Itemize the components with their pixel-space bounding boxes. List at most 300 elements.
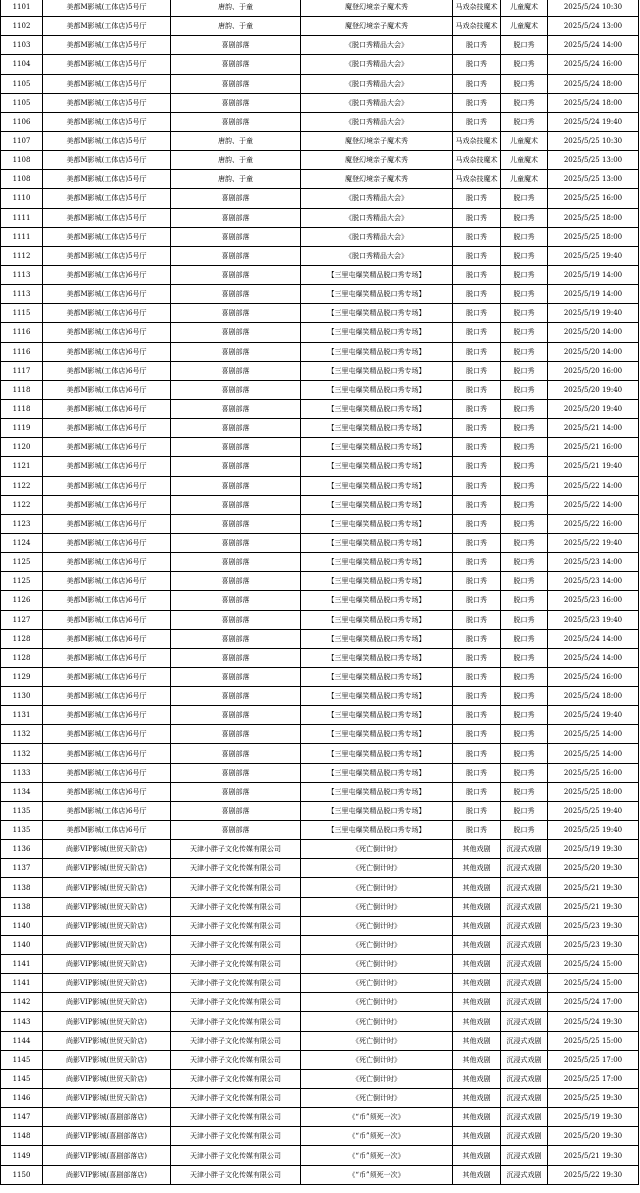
show-time-cell: 2025/5/22 19:40 bbox=[548, 533, 639, 552]
category-cell: 其他戏剧 bbox=[453, 1012, 501, 1031]
row-number-cell: 1144 bbox=[1, 1031, 43, 1050]
organizer-cell: 喜剧部落 bbox=[171, 476, 301, 495]
row-number-cell: 1141 bbox=[1, 955, 43, 974]
row-number-cell: 1111 bbox=[1, 227, 43, 246]
show-time-cell: 2025/5/24 15:00 bbox=[548, 955, 639, 974]
category-cell: 马戏杂技魔术 bbox=[453, 0, 501, 17]
show-time-cell: 2025/5/20 14:00 bbox=[548, 342, 639, 361]
show-title-cell: 《脱口秀精品大会》 bbox=[301, 93, 453, 112]
subcategory-cell: 脱口秀 bbox=[501, 629, 548, 648]
show-time-cell: 2025/5/20 19:40 bbox=[548, 380, 639, 399]
organizer-cell: 喜剧部落 bbox=[171, 36, 301, 55]
organizer-cell: 喜剧部落 bbox=[171, 533, 301, 552]
row-number-cell: 1145 bbox=[1, 1050, 43, 1069]
row-number-cell: 1138 bbox=[1, 878, 43, 897]
category-cell: 其他戏剧 bbox=[453, 1165, 501, 1184]
table-row bbox=[1, 170, 639, 189]
venue-cell: 美都M影城(工体店)5号厅 bbox=[43, 208, 171, 227]
table-row bbox=[1, 706, 639, 725]
show-time-cell: 2025/5/24 19:40 bbox=[548, 112, 639, 131]
subcategory-cell: 脱口秀 bbox=[501, 782, 548, 801]
subcategory-cell: 沉浸式戏剧 bbox=[501, 1089, 548, 1108]
row-number-cell: 1119 bbox=[1, 419, 43, 438]
row-number-cell: 1123 bbox=[1, 514, 43, 533]
table-row bbox=[1, 1127, 639, 1146]
table-row bbox=[1, 667, 639, 686]
category-cell: 脱口秀 bbox=[453, 629, 501, 648]
show-time-cell: 2025/5/20 19:30 bbox=[548, 1127, 639, 1146]
table-row bbox=[1, 361, 639, 380]
organizer-cell: 唐韵、于童 bbox=[171, 0, 301, 17]
show-time-cell: 2025/5/25 18:00 bbox=[548, 208, 639, 227]
show-time-cell: 2025/5/25 14:00 bbox=[548, 744, 639, 763]
show-title-cell: 【三里屯爆笑精品脱口秀专场】 bbox=[301, 821, 453, 840]
category-cell: 脱口秀 bbox=[453, 476, 501, 495]
subcategory-cell: 沉浸式戏剧 bbox=[501, 1146, 548, 1165]
venue-cell: 美都M影城(工体店)5号厅 bbox=[43, 170, 171, 189]
venue-cell: 尚影VIP影城(世贸天阶店) bbox=[43, 1050, 171, 1069]
organizer-cell: 喜剧部落 bbox=[171, 304, 301, 323]
organizer-cell: 喜剧部落 bbox=[171, 553, 301, 572]
category-cell: 脱口秀 bbox=[453, 744, 501, 763]
venue-cell: 尚影VIP影城(世贸天阶店) bbox=[43, 993, 171, 1012]
row-number-cell: 1115 bbox=[1, 304, 43, 323]
show-title-cell: 《死亡倒计时》 bbox=[301, 955, 453, 974]
subcategory-cell: 脱口秀 bbox=[501, 399, 548, 418]
row-number-cell: 1148 bbox=[1, 1127, 43, 1146]
table-row bbox=[1, 208, 639, 227]
venue-cell: 美都M影城(工体店)6号厅 bbox=[43, 323, 171, 342]
show-title-cell: 【三里屯爆笑精品脱口秀专场】 bbox=[301, 782, 453, 801]
row-number-cell: 1130 bbox=[1, 687, 43, 706]
table-row bbox=[1, 151, 639, 170]
table-row bbox=[1, 1012, 639, 1031]
table-row bbox=[1, 725, 639, 744]
show-time-cell: 2025/5/24 14:00 bbox=[548, 36, 639, 55]
table-row bbox=[1, 629, 639, 648]
venue-cell: 美都M影城(工体店)6号厅 bbox=[43, 648, 171, 667]
row-number-cell: 1105 bbox=[1, 93, 43, 112]
table-row bbox=[1, 380, 639, 399]
organizer-cell: 喜剧部落 bbox=[171, 514, 301, 533]
organizer-cell: 天津小胖子文化传媒有限公司 bbox=[171, 859, 301, 878]
category-cell: 其他戏剧 bbox=[453, 1127, 501, 1146]
show-title-cell: 《死亡倒计时》 bbox=[301, 1069, 453, 1088]
show-time-cell: 2025/5/24 19:30 bbox=[548, 1012, 639, 1031]
show-time-cell: 2025/5/24 14:00 bbox=[548, 648, 639, 667]
show-time-cell: 2025/5/24 17:00 bbox=[548, 993, 639, 1012]
row-number-cell: 1118 bbox=[1, 399, 43, 418]
table-row bbox=[1, 878, 639, 897]
show-title-cell: 《脱口秀精品大会》 bbox=[301, 74, 453, 93]
venue-cell: 美都M影城(工体店)6号厅 bbox=[43, 629, 171, 648]
subcategory-cell: 脱口秀 bbox=[501, 457, 548, 476]
show-time-cell: 2025/5/21 14:00 bbox=[548, 419, 639, 438]
subcategory-cell: 脱口秀 bbox=[501, 323, 548, 342]
row-number-cell: 1111 bbox=[1, 208, 43, 227]
category-cell: 脱口秀 bbox=[453, 36, 501, 55]
table-row bbox=[1, 36, 639, 55]
category-cell: 其他戏剧 bbox=[453, 1050, 501, 1069]
venue-cell: 美都M影城(工体店)5号厅 bbox=[43, 17, 171, 36]
row-number-cell: 1138 bbox=[1, 897, 43, 916]
category-cell: 脱口秀 bbox=[453, 380, 501, 399]
show-title-cell: 《死亡倒计时》 bbox=[301, 1012, 453, 1031]
subcategory-cell: 脱口秀 bbox=[501, 304, 548, 323]
venue-cell: 美都M影城(工体店)6号厅 bbox=[43, 342, 171, 361]
organizer-cell: 喜剧部落 bbox=[171, 629, 301, 648]
subcategory-cell: 脱口秀 bbox=[501, 610, 548, 629]
subcategory-cell: 脱口秀 bbox=[501, 821, 548, 840]
show-time-cell: 2025/5/19 19:30 bbox=[548, 840, 639, 859]
show-title-cell: 【三里屯爆笑精品脱口秀专场】 bbox=[301, 285, 453, 304]
venue-cell: 尚影VIP影城(喜剧部落店) bbox=[43, 1127, 171, 1146]
show-time-cell: 2025/5/25 16:00 bbox=[548, 763, 639, 782]
category-cell: 脱口秀 bbox=[453, 763, 501, 782]
venue-cell: 美都M影城(工体店)6号厅 bbox=[43, 667, 171, 686]
venue-cell: 美都M影城(工体店)5号厅 bbox=[43, 246, 171, 265]
category-cell: 其他戏剧 bbox=[453, 897, 501, 916]
show-time-cell: 2025/5/23 16:00 bbox=[548, 591, 639, 610]
category-cell: 其他戏剧 bbox=[453, 916, 501, 935]
show-title-cell: 魔登幻境亲子魔术秀 bbox=[301, 131, 453, 150]
show-title-cell: 《死亡倒计时》 bbox=[301, 859, 453, 878]
organizer-cell: 喜剧部落 bbox=[171, 246, 301, 265]
table-row bbox=[1, 763, 639, 782]
row-number-cell: 1106 bbox=[1, 112, 43, 131]
venue-cell: 尚影VIP影城(世贸天阶店) bbox=[43, 1031, 171, 1050]
subcategory-cell: 沉浸式戏剧 bbox=[501, 1050, 548, 1069]
organizer-cell: 天津小胖子文化传媒有限公司 bbox=[171, 840, 301, 859]
show-time-cell: 2025/5/19 14:00 bbox=[548, 285, 639, 304]
organizer-cell: 喜剧部落 bbox=[171, 419, 301, 438]
row-number-cell: 1125 bbox=[1, 572, 43, 591]
organizer-cell: 喜剧部落 bbox=[171, 74, 301, 93]
show-title-cell: 【三里屯爆笑精品脱口秀专场】 bbox=[301, 706, 453, 725]
category-cell: 其他戏剧 bbox=[453, 1031, 501, 1050]
row-number-cell: 1108 bbox=[1, 170, 43, 189]
venue-cell: 尚影VIP影城(世贸天阶店) bbox=[43, 859, 171, 878]
show-title-cell: 《脱口秀精品大会》 bbox=[301, 55, 453, 74]
row-number-cell: 1132 bbox=[1, 744, 43, 763]
organizer-cell: 喜剧部落 bbox=[171, 821, 301, 840]
venue-cell: 美都M影城(工体店)6号厅 bbox=[43, 706, 171, 725]
table-row bbox=[1, 342, 639, 361]
show-time-cell: 2025/5/25 13:00 bbox=[548, 170, 639, 189]
table-row bbox=[1, 17, 639, 36]
category-cell: 脱口秀 bbox=[453, 419, 501, 438]
show-time-cell: 2025/5/25 17:00 bbox=[548, 1050, 639, 1069]
row-number-cell: 1113 bbox=[1, 265, 43, 284]
table-row bbox=[1, 1031, 639, 1050]
organizer-cell: 天津小胖子文化传媒有限公司 bbox=[171, 1089, 301, 1108]
show-time-cell: 2025/5/21 19:30 bbox=[548, 1146, 639, 1165]
organizer-cell: 天津小胖子文化传媒有限公司 bbox=[171, 1050, 301, 1069]
category-cell: 其他戏剧 bbox=[453, 1146, 501, 1165]
venue-cell: 尚影VIP影城(世贸天阶店) bbox=[43, 974, 171, 993]
subcategory-cell: 沉浸式戏剧 bbox=[501, 897, 548, 916]
subcategory-cell: 脱口秀 bbox=[501, 648, 548, 667]
subcategory-cell: 沉浸式戏剧 bbox=[501, 1012, 548, 1031]
subcategory-cell: 脱口秀 bbox=[501, 763, 548, 782]
subcategory-cell: 脱口秀 bbox=[501, 591, 548, 610]
show-time-cell: 2025/5/24 14:00 bbox=[548, 629, 639, 648]
organizer-cell: 唐韵、于童 bbox=[171, 17, 301, 36]
organizer-cell: 喜剧部落 bbox=[171, 667, 301, 686]
table-row bbox=[1, 916, 639, 935]
organizer-cell: 喜剧部落 bbox=[171, 380, 301, 399]
show-title-cell: 《脱口秀精品大会》 bbox=[301, 189, 453, 208]
subcategory-cell: 沉浸式戏剧 bbox=[501, 878, 548, 897]
category-cell: 脱口秀 bbox=[453, 667, 501, 686]
show-title-cell: 【三里屯爆笑精品脱口秀专场】 bbox=[301, 514, 453, 533]
subcategory-cell: 沉浸式戏剧 bbox=[501, 840, 548, 859]
venue-cell: 美都M影城(工体店)6号厅 bbox=[43, 419, 171, 438]
organizer-cell: 喜剧部落 bbox=[171, 591, 301, 610]
venue-cell: 美都M影城(工体店)6号厅 bbox=[43, 495, 171, 514]
row-number-cell: 1105 bbox=[1, 74, 43, 93]
table-row bbox=[1, 553, 639, 572]
table-row bbox=[1, 955, 639, 974]
show-title-cell: 《“币”须死一次》 bbox=[301, 1165, 453, 1184]
row-number-cell: 1124 bbox=[1, 533, 43, 552]
row-number-cell: 1140 bbox=[1, 935, 43, 954]
row-number-cell: 1143 bbox=[1, 1012, 43, 1031]
table-row bbox=[1, 1050, 639, 1069]
show-time-cell: 2025/5/23 19:40 bbox=[548, 610, 639, 629]
organizer-cell: 天津小胖子文化传媒有限公司 bbox=[171, 993, 301, 1012]
venue-cell: 尚影VIP影城(世贸天阶店) bbox=[43, 1012, 171, 1031]
organizer-cell: 天津小胖子文化传媒有限公司 bbox=[171, 897, 301, 916]
show-title-cell: 《“币”须死一次》 bbox=[301, 1127, 453, 1146]
row-number-cell: 1101 bbox=[1, 0, 43, 17]
show-title-cell: 【三里屯爆笑精品脱口秀专场】 bbox=[301, 380, 453, 399]
category-cell: 脱口秀 bbox=[453, 227, 501, 246]
category-cell: 脱口秀 bbox=[453, 514, 501, 533]
venue-cell: 美都M影城(工体店)6号厅 bbox=[43, 438, 171, 457]
organizer-cell: 喜剧部落 bbox=[171, 227, 301, 246]
category-cell: 脱口秀 bbox=[453, 495, 501, 514]
show-time-cell: 2025/5/23 19:30 bbox=[548, 916, 639, 935]
table-row bbox=[1, 93, 639, 112]
show-title-cell: 【三里屯爆笑精品脱口秀专场】 bbox=[301, 648, 453, 667]
organizer-cell: 喜剧部落 bbox=[171, 361, 301, 380]
show-title-cell: 魔登幻境亲子魔术秀 bbox=[301, 17, 453, 36]
show-time-cell: 2025/5/24 13:00 bbox=[548, 17, 639, 36]
row-number-cell: 1110 bbox=[1, 189, 43, 208]
subcategory-cell: 沉浸式戏剧 bbox=[501, 1069, 548, 1088]
show-time-cell: 2025/5/24 18:00 bbox=[548, 93, 639, 112]
category-cell: 马戏杂技魔术 bbox=[453, 17, 501, 36]
row-number-cell: 1116 bbox=[1, 342, 43, 361]
row-number-cell: 1135 bbox=[1, 801, 43, 820]
category-cell: 脱口秀 bbox=[453, 706, 501, 725]
venue-cell: 尚影VIP影城(世贸天阶店) bbox=[43, 935, 171, 954]
organizer-cell: 喜剧部落 bbox=[171, 687, 301, 706]
show-title-cell: 《死亡倒计时》 bbox=[301, 974, 453, 993]
row-number-cell: 1128 bbox=[1, 629, 43, 648]
show-title-cell: 【三里屯爆笑精品脱口秀专场】 bbox=[301, 495, 453, 514]
table-row bbox=[1, 55, 639, 74]
show-time-cell: 2025/5/25 13:00 bbox=[548, 151, 639, 170]
row-number-cell: 1127 bbox=[1, 610, 43, 629]
show-time-cell: 2025/5/22 19:30 bbox=[548, 1165, 639, 1184]
show-title-cell: 【三里屯爆笑精品脱口秀专场】 bbox=[301, 323, 453, 342]
venue-cell: 美都M影城(工体店)6号厅 bbox=[43, 610, 171, 629]
venue-cell: 美都M影城(工体店)5号厅 bbox=[43, 55, 171, 74]
show-time-cell: 2025/5/24 16:00 bbox=[548, 667, 639, 686]
row-number-cell: 1134 bbox=[1, 782, 43, 801]
venue-cell: 尚影VIP影城(喜剧部落店) bbox=[43, 1165, 171, 1184]
table-row bbox=[1, 591, 639, 610]
category-cell: 其他戏剧 bbox=[453, 1089, 501, 1108]
show-time-cell: 2025/5/25 10:30 bbox=[548, 131, 639, 150]
venue-cell: 美都M影城(工体店)6号厅 bbox=[43, 304, 171, 323]
category-cell: 脱口秀 bbox=[453, 246, 501, 265]
row-number-cell: 1120 bbox=[1, 438, 43, 457]
show-title-cell: 【三里屯爆笑精品脱口秀专场】 bbox=[301, 457, 453, 476]
table-row bbox=[1, 935, 639, 954]
table-row bbox=[1, 1165, 639, 1184]
venue-cell: 美都M影城(工体店)6号厅 bbox=[43, 265, 171, 284]
show-title-cell: 【三里屯爆笑精品脱口秀专场】 bbox=[301, 533, 453, 552]
table-row bbox=[1, 476, 639, 495]
row-number-cell: 1147 bbox=[1, 1108, 43, 1127]
row-number-cell: 1107 bbox=[1, 131, 43, 150]
organizer-cell: 喜剧部落 bbox=[171, 399, 301, 418]
venue-cell: 美都M影城(工体店)5号厅 bbox=[43, 0, 171, 17]
venue-cell: 美都M影城(工体店)5号厅 bbox=[43, 36, 171, 55]
row-number-cell: 1140 bbox=[1, 916, 43, 935]
show-time-cell: 2025/5/25 19:40 bbox=[548, 821, 639, 840]
category-cell: 其他戏剧 bbox=[453, 878, 501, 897]
subcategory-cell: 儿童魔术 bbox=[501, 170, 548, 189]
show-title-cell: 魔登幻境亲子魔术秀 bbox=[301, 170, 453, 189]
organizer-cell: 喜剧部落 bbox=[171, 285, 301, 304]
table-row bbox=[1, 265, 639, 284]
venue-cell: 美都M影城(工体店)5号厅 bbox=[43, 131, 171, 150]
organizer-cell: 喜剧部落 bbox=[171, 495, 301, 514]
venue-cell: 尚影VIP影城(喜剧部落店) bbox=[43, 1108, 171, 1127]
category-cell: 脱口秀 bbox=[453, 553, 501, 572]
show-time-cell: 2025/5/24 19:40 bbox=[548, 706, 639, 725]
category-cell: 脱口秀 bbox=[453, 189, 501, 208]
subcategory-cell: 沉浸式戏剧 bbox=[501, 1127, 548, 1146]
show-time-cell: 2025/5/25 18:00 bbox=[548, 782, 639, 801]
table-row bbox=[1, 495, 639, 514]
row-number-cell: 1121 bbox=[1, 457, 43, 476]
venue-cell: 尚影VIP影城(世贸天阶店) bbox=[43, 955, 171, 974]
venue-cell: 美都M影城(工体店)6号厅 bbox=[43, 821, 171, 840]
table-row bbox=[1, 801, 639, 820]
organizer-cell: 喜剧部落 bbox=[171, 648, 301, 667]
organizer-cell: 唐韵、于童 bbox=[171, 131, 301, 150]
table-row bbox=[1, 189, 639, 208]
subcategory-cell: 沉浸式戏剧 bbox=[501, 1031, 548, 1050]
subcategory-cell: 脱口秀 bbox=[501, 706, 548, 725]
subcategory-cell: 儿童魔术 bbox=[501, 17, 548, 36]
show-time-cell: 2025/5/24 18:00 bbox=[548, 74, 639, 93]
venue-cell: 美都M影城(工体店)6号厅 bbox=[43, 553, 171, 572]
show-time-cell: 2025/5/23 19:30 bbox=[548, 935, 639, 954]
table-row bbox=[1, 897, 639, 916]
show-title-cell: 【三里屯爆笑精品脱口秀专场】 bbox=[301, 572, 453, 591]
show-time-cell: 2025/5/21 16:00 bbox=[548, 438, 639, 457]
table-row bbox=[1, 304, 639, 323]
subcategory-cell: 脱口秀 bbox=[501, 687, 548, 706]
subcategory-cell: 脱口秀 bbox=[501, 495, 548, 514]
category-cell: 脱口秀 bbox=[453, 285, 501, 304]
table-row bbox=[1, 1108, 639, 1127]
subcategory-cell: 脱口秀 bbox=[501, 208, 548, 227]
table-row bbox=[1, 399, 639, 418]
show-time-cell: 2025/5/19 14:00 bbox=[548, 265, 639, 284]
table-row bbox=[1, 0, 639, 17]
show-title-cell: 【三里屯爆笑精品脱口秀专场】 bbox=[301, 438, 453, 457]
show-time-cell: 2025/5/25 17:00 bbox=[548, 1069, 639, 1088]
category-cell: 脱口秀 bbox=[453, 399, 501, 418]
table-row bbox=[1, 1089, 639, 1108]
row-number-cell: 1116 bbox=[1, 323, 43, 342]
table-row bbox=[1, 457, 639, 476]
row-number-cell: 1118 bbox=[1, 380, 43, 399]
organizer-cell: 天津小胖子文化传媒有限公司 bbox=[171, 1127, 301, 1146]
category-cell: 脱口秀 bbox=[453, 55, 501, 74]
row-number-cell: 1141 bbox=[1, 974, 43, 993]
category-cell: 马戏杂技魔术 bbox=[453, 151, 501, 170]
venue-cell: 尚影VIP影城(世贸天阶店) bbox=[43, 840, 171, 859]
subcategory-cell: 脱口秀 bbox=[501, 801, 548, 820]
organizer-cell: 天津小胖子文化传媒有限公司 bbox=[171, 935, 301, 954]
show-time-cell: 2025/5/21 19:30 bbox=[548, 878, 639, 897]
venue-cell: 美都M影城(工体店)6号厅 bbox=[43, 687, 171, 706]
category-cell: 脱口秀 bbox=[453, 591, 501, 610]
row-number-cell: 1132 bbox=[1, 725, 43, 744]
category-cell: 脱口秀 bbox=[453, 208, 501, 227]
table-row bbox=[1, 131, 639, 150]
category-cell: 马戏杂技魔术 bbox=[453, 131, 501, 150]
show-time-cell: 2025/5/19 19:40 bbox=[548, 304, 639, 323]
show-time-cell: 2025/5/20 19:40 bbox=[548, 399, 639, 418]
show-title-cell: 《死亡倒计时》 bbox=[301, 878, 453, 897]
row-number-cell: 1136 bbox=[1, 840, 43, 859]
category-cell: 脱口秀 bbox=[453, 323, 501, 342]
category-cell: 其他戏剧 bbox=[453, 935, 501, 954]
organizer-cell: 喜剧部落 bbox=[171, 572, 301, 591]
organizer-cell: 喜剧部落 bbox=[171, 744, 301, 763]
venue-cell: 美都M影城(工体店)6号厅 bbox=[43, 285, 171, 304]
show-time-cell: 2025/5/25 15:00 bbox=[548, 1031, 639, 1050]
show-title-cell: 《死亡倒计时》 bbox=[301, 840, 453, 859]
category-cell: 脱口秀 bbox=[453, 821, 501, 840]
organizer-cell: 喜剧部落 bbox=[171, 55, 301, 74]
category-cell: 脱口秀 bbox=[453, 782, 501, 801]
organizer-cell: 喜剧部落 bbox=[171, 725, 301, 744]
organizer-cell: 天津小胖子文化传媒有限公司 bbox=[171, 1165, 301, 1184]
show-title-cell: 【三里屯爆笑精品脱口秀专场】 bbox=[301, 725, 453, 744]
show-time-cell: 2025/5/22 16:00 bbox=[548, 514, 639, 533]
row-number-cell: 1135 bbox=[1, 821, 43, 840]
table-row bbox=[1, 323, 639, 342]
show-title-cell: 【三里屯爆笑精品脱口秀专场】 bbox=[301, 476, 453, 495]
organizer-cell: 喜剧部落 bbox=[171, 438, 301, 457]
category-cell: 脱口秀 bbox=[453, 801, 501, 820]
show-title-cell: 【三里屯爆笑精品脱口秀专场】 bbox=[301, 361, 453, 380]
category-cell: 脱口秀 bbox=[453, 361, 501, 380]
subcategory-cell: 脱口秀 bbox=[501, 476, 548, 495]
show-time-cell: 2025/5/25 16:00 bbox=[548, 189, 639, 208]
row-number-cell: 1137 bbox=[1, 859, 43, 878]
